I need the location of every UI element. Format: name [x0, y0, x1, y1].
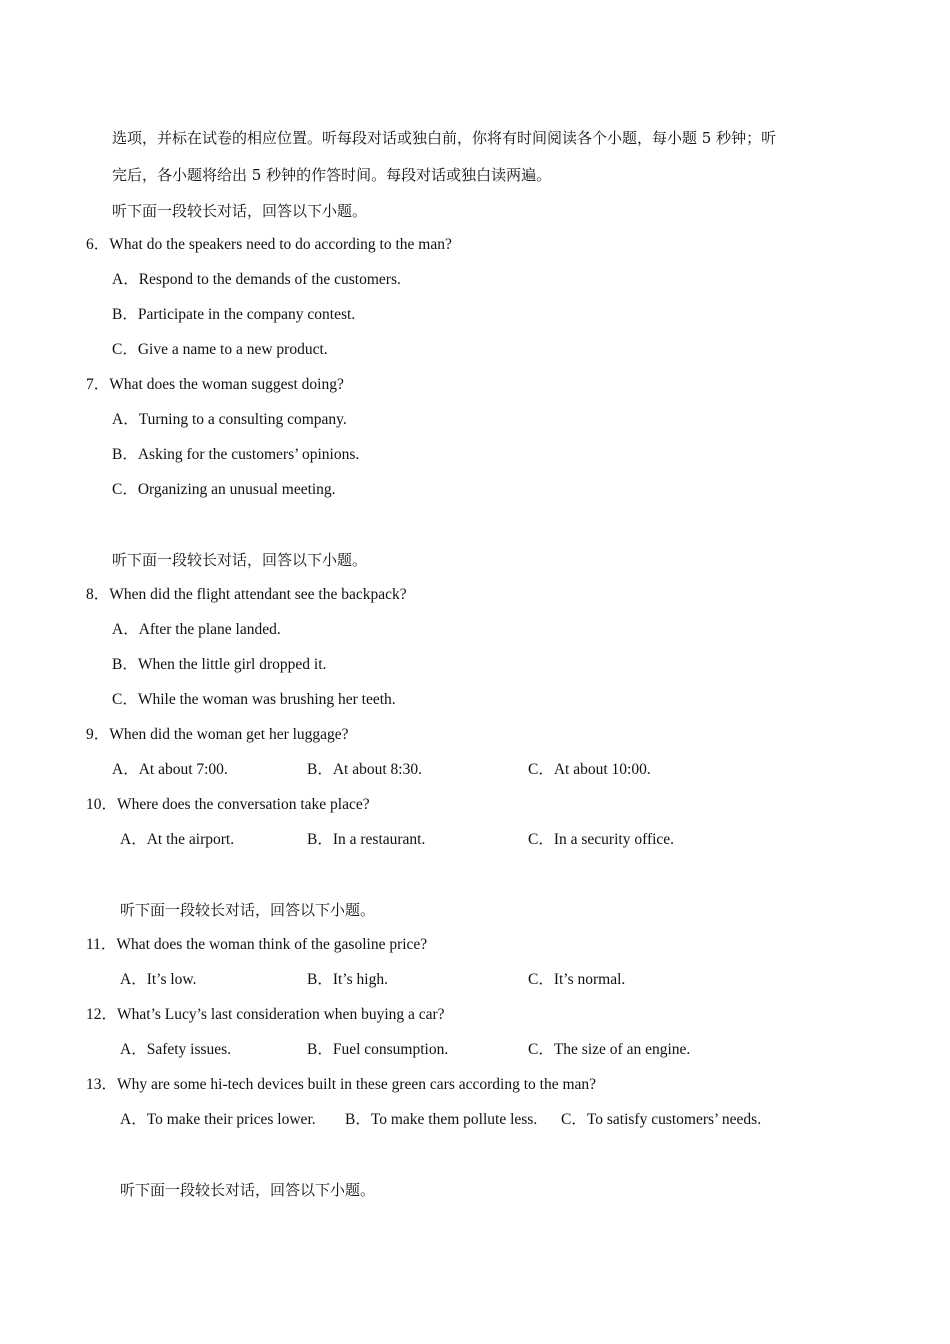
question-11-option-b: B．It’s high. — [307, 971, 388, 988]
section-instruction-1: 听下面一段较长对话，回答以下小题。 — [112, 202, 368, 220]
section-instruction-2: 听下面一段较长对话，回答以下小题。 — [112, 551, 368, 569]
question-13-option-b: B．To make them pollute less. — [345, 1111, 538, 1128]
question-13-option-c: C．To satisfy customers’ needs. — [561, 1111, 762, 1128]
question-13-option-a: A．To make their prices lower. — [120, 1111, 316, 1128]
question-7-option-b: B．Asking for the customers’ opinions. — [112, 446, 360, 463]
question-10-option-a: A．At the airport. — [120, 831, 235, 848]
question-11-option-c: C．It’s normal. — [528, 971, 626, 988]
question-12-option-b: B．Fuel consumption. — [307, 1041, 449, 1058]
question-8-option-b: B．When the little girl dropped it. — [112, 656, 327, 673]
question-8-stem: 8．When did the flight attendant see the backpack? — [86, 586, 407, 603]
question-9-option-c: C．At about 10:00. — [528, 761, 651, 778]
question-11-stem: 11．What does the woman think of the gasoline price? — [86, 936, 428, 953]
section-instruction-4: 听下面一段较长对话，回答以下小题。 — [120, 1181, 376, 1199]
question-9-stem: 9．When did the woman get her luggage? — [86, 726, 349, 743]
question-7-option-a: A．Turning to a consulting company. — [112, 411, 347, 428]
question-7-option-c: C．Organizing an unusual meeting. — [112, 481, 336, 498]
question-6-option-c: C．Give a name to a new product. — [112, 341, 328, 358]
section-instruction-3: 听下面一段较长对话，回答以下小题。 — [120, 901, 376, 919]
question-12-stem: 12．What’s Lucy’s last consideration when buying a car? — [86, 1006, 445, 1023]
question-8-option-c: C．While the woman was brushing her teeth. — [112, 691, 396, 708]
question-6-option-b: B．Participate in the company contest. — [112, 306, 356, 323]
question-10-option-c: C．In a security office. — [528, 831, 675, 848]
question-9-option-a: A．At about 7:00. — [112, 761, 228, 778]
question-9-option-b: B．At about 8:30. — [307, 761, 422, 778]
question-6-option-a: A．Respond to the demands of the customers. — [112, 271, 401, 288]
intro-line-2: 完后，各小题将给出 5 秒钟的作答时间。每段对话或独白读两遍。 — [112, 166, 552, 184]
question-6-stem: 6．What do the speakers need to do according to the man? — [86, 236, 452, 253]
question-11-option-a: A．It’s low. — [120, 971, 197, 988]
question-13-stem: 13．Why are some hi-tech devices built in these green cars according to the man? — [86, 1076, 597, 1093]
question-12-option-a: A．Safety issues. — [120, 1041, 232, 1058]
question-7-stem: 7．What does the woman suggest doing? — [86, 376, 344, 393]
question-10-option-b: B．In a restaurant. — [307, 831, 426, 848]
question-12-option-c: C．The size of an engine. — [528, 1041, 691, 1058]
intro-line-1: 选项，并标在试卷的相应位置。听每段对话或独白前，你将有时间阅读各个小题，每小题 5 秒钟；听 — [112, 129, 777, 147]
question-10-stem: 10．Where does the conversation take place? — [86, 796, 370, 813]
question-8-option-a: A．After the plane landed. — [112, 621, 281, 638]
